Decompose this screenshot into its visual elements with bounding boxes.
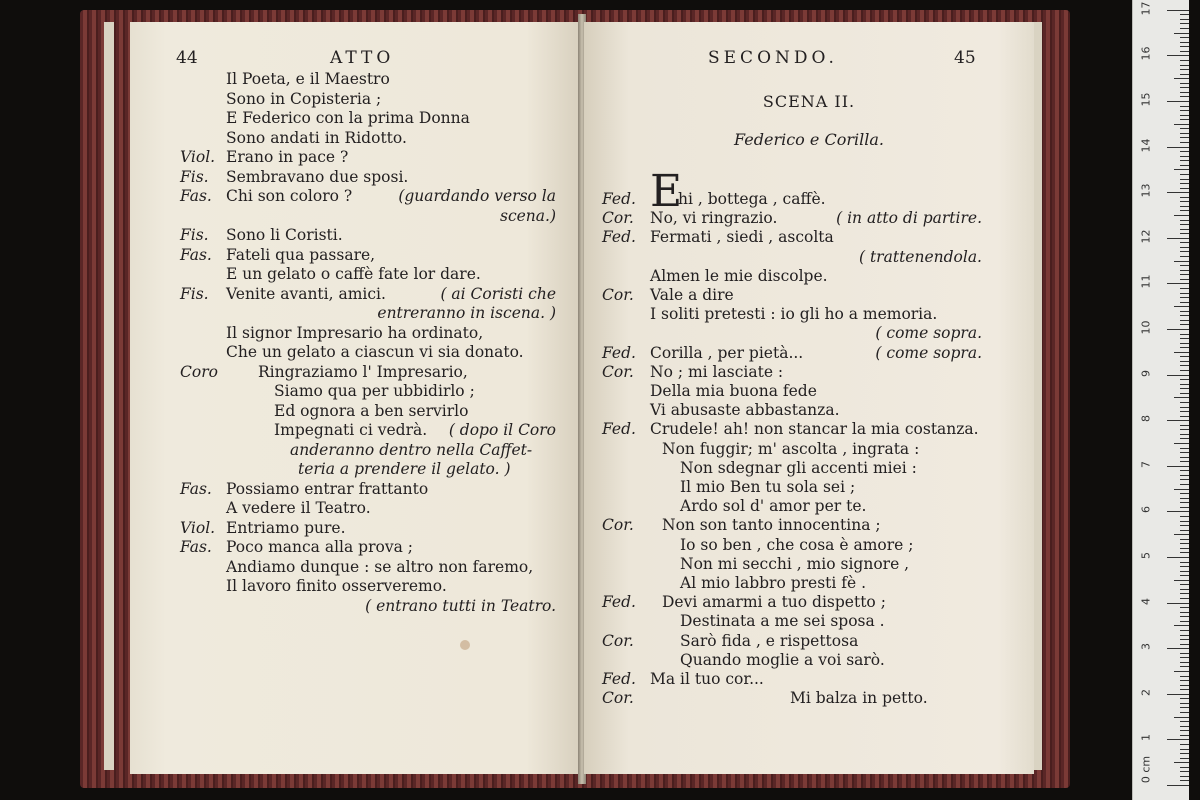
ruler-number: 6 (1139, 506, 1153, 514)
ruler-tick (1180, 653, 1189, 654)
ruler-number: 2 (1139, 688, 1153, 696)
right-page (584, 22, 1034, 774)
ruler-tick (1180, 726, 1189, 727)
stage-direction: ( in atto di partire. (836, 209, 982, 228)
speaker-label: Cor. (602, 689, 634, 708)
speaker-label: Fed. (602, 343, 636, 362)
ruler-tick (1180, 128, 1189, 129)
verse-line: Almen le mie discolpe. (650, 266, 828, 285)
ruler-number: 9 (1139, 369, 1153, 377)
ruler-tick (1180, 448, 1189, 449)
ruler-tick (1180, 621, 1189, 622)
ruler-tick (1180, 106, 1189, 107)
ruler-number: 5 (1139, 552, 1153, 559)
ruler-tick (1180, 210, 1189, 211)
stage-direction: ( trattenendola. (858, 247, 982, 266)
ruler-tick (1180, 14, 1189, 15)
ruler-tick (1180, 457, 1189, 458)
verse-line: Io so ben , che cosa è amore ; (680, 535, 914, 554)
verse-line: Non fuggir; m' ascolta , ingrata : (662, 439, 920, 458)
ruler-tick (1180, 525, 1189, 526)
speaker-label: Cor. (602, 631, 634, 650)
stage-direction: (guardando verso la (398, 187, 556, 205)
speaker-label: Cor. (602, 516, 634, 535)
stage-direction: entreranno in iscena. ) (377, 304, 556, 322)
ruler-tick (1180, 293, 1189, 294)
ruler-tick (1180, 438, 1189, 439)
verse-line: Erano in pace ? (226, 148, 349, 166)
ruler-tick (1174, 625, 1189, 626)
ruler-tick (1180, 384, 1189, 385)
ruler-tick (1180, 302, 1189, 303)
verse-line: Sarò fida , e rispettosa (680, 631, 859, 650)
ruler-tick (1180, 598, 1189, 599)
verse-line: Possiamo entrar frattanto (226, 479, 429, 498)
ruler-tick (1180, 543, 1189, 544)
ruler-tick (1180, 183, 1189, 184)
ruler-tick (1180, 179, 1189, 180)
ruler-tick (1180, 562, 1189, 563)
ruler-tick (1167, 648, 1189, 649)
measuring-ruler (1132, 0, 1189, 800)
ruler-tick (1180, 274, 1189, 275)
ruler-tick (1180, 521, 1189, 522)
stage-direction: scena.) (499, 206, 556, 225)
ruler-tick (1180, 256, 1189, 257)
ruler-tick (1180, 548, 1189, 549)
ruler-tick (1180, 356, 1189, 357)
ruler-tick (1180, 247, 1189, 248)
scene-persons: Federico e Corilla. (734, 130, 884, 149)
verse-line: Il signor Impresario ha ordinato, (226, 323, 484, 342)
ruler-tick (1180, 270, 1189, 271)
stage-direction: ( ai Coristi che (440, 284, 556, 303)
ruler-tick (1180, 616, 1189, 617)
ruler-tick (1180, 174, 1189, 175)
ruler-tick (1180, 220, 1189, 221)
speaker-label: Fis. (180, 226, 209, 244)
ruler-tick (1180, 689, 1189, 690)
stage-direction: teria a prendere il gelato. ) (298, 460, 511, 478)
ruler-tick (1180, 593, 1189, 594)
verse-line: E un gelato o caffè fate lor dare. (226, 265, 481, 283)
speaker-label: Viol. (180, 148, 216, 166)
ruler-tick (1180, 51, 1189, 52)
ruler-tick (1167, 329, 1189, 330)
ruler-tick (1180, 721, 1189, 722)
page-number-right: 45 (954, 48, 976, 68)
ruler-tick (1174, 352, 1189, 353)
ruler-number: 16 (1139, 46, 1153, 61)
ruler-tick (1180, 516, 1189, 517)
ruler-tick (1180, 251, 1189, 252)
speaker-label: Fed. (602, 190, 636, 208)
ruler-tick (1180, 607, 1189, 608)
verse-line: Non son tanto innocentina ; (662, 516, 881, 535)
ruler-tick (1174, 762, 1189, 763)
ruler-tick (1180, 703, 1189, 704)
ruler-number: 4 (1139, 597, 1153, 605)
verse-line: Entriamo pure. (226, 518, 346, 537)
ruler-tick (1180, 411, 1189, 412)
verse-line: Devi amarmi a tuo dispetto ; (662, 593, 886, 612)
verse-line: hi , bottega , caffè. (678, 190, 826, 208)
ruler-tick (1174, 215, 1189, 216)
verse-line: Il mio Ben tu sola sei ; (680, 478, 856, 496)
ruler-tick (1180, 320, 1189, 321)
ruler-tick (1167, 785, 1189, 786)
verse-line: Fermati , siedi , ascolta (650, 228, 834, 247)
scene-title: SCENA II. (762, 92, 856, 111)
ruler-tick (1174, 169, 1189, 170)
verse-line: Non mi secchi , mio signore , (680, 554, 910, 573)
ruler-tick (1180, 575, 1189, 576)
ruler-number: 7 (1139, 460, 1153, 468)
ruler-tick (1180, 429, 1189, 430)
ruler-tick (1180, 498, 1189, 499)
ruler-tick (1180, 201, 1189, 202)
ruler-tick (1180, 188, 1189, 189)
ruler-tick (1180, 206, 1189, 207)
ruler-tick (1180, 635, 1189, 636)
ruler-tick (1180, 507, 1189, 508)
ruler-number: 13 (1139, 183, 1153, 198)
verse-line: Ardo sol d' amor per te. (680, 497, 867, 516)
ruler-tick (1180, 771, 1189, 772)
running-head-right: SECONDO. (708, 48, 838, 68)
ruler-tick (1180, 42, 1189, 43)
ruler-tick (1180, 584, 1189, 585)
ruler-tick (1180, 571, 1189, 572)
ruler-tick (1180, 470, 1189, 471)
paper-stain (460, 640, 470, 650)
ruler-tick (1180, 315, 1189, 316)
ruler-tick (1180, 676, 1189, 677)
ruler-tick (1180, 347, 1189, 348)
verse-line: Ringraziamo l' Impresario, (258, 362, 468, 381)
speaker-label: Fas. (180, 479, 212, 498)
ruler-tick (1167, 694, 1189, 695)
ruler-tick (1180, 479, 1189, 480)
running-head-left: ATTO (330, 48, 395, 68)
verse-line: No ; mi lasciate : (650, 362, 784, 381)
ruler-tick (1180, 393, 1189, 394)
verse-line: Non sdegnar gli accenti miei : (680, 458, 917, 477)
verse-line: Crudele! ah! non stancar la mia costanza. (650, 420, 979, 439)
ruler-tick (1180, 707, 1189, 708)
verse-line: A vedere il Teatro. (226, 499, 371, 517)
verse-line: Mi balza in petto. (790, 689, 928, 708)
ruler-tick (1174, 534, 1189, 535)
speaker-label: Fed. (602, 420, 636, 439)
ruler-tick (1174, 397, 1189, 398)
speaker-label: Fed. (602, 593, 636, 612)
ruler-tick (1174, 306, 1189, 307)
ruler-tick (1180, 539, 1189, 540)
ruler-tick (1180, 37, 1189, 38)
ruler-tick (1174, 671, 1189, 672)
verse-line: Sono li Coristi. (226, 226, 343, 244)
ruler-number: 12 (1139, 229, 1153, 244)
ruler-tick (1167, 466, 1189, 467)
ruler-tick (1180, 452, 1189, 453)
speaker-label: Fed. (602, 670, 636, 688)
ruler-tick (1180, 698, 1189, 699)
ruler-tick (1180, 338, 1189, 339)
speaker-label: Cor. (602, 362, 634, 381)
ruler-tick (1180, 343, 1189, 344)
speaker-label: Viol. (180, 518, 216, 537)
ruler-tick (1180, 19, 1189, 20)
ruler-tick (1174, 443, 1189, 444)
ruler-tick (1180, 119, 1189, 120)
verse-line: Della mia buona fede (650, 382, 817, 400)
ruler-tick (1180, 28, 1189, 29)
verse-line: Fateli qua passare, (226, 245, 376, 264)
speaker-label: Fas. (180, 538, 212, 556)
ruler-tick (1180, 23, 1189, 24)
verse-line: I soliti pretesti : io gli ho a memoria. (650, 305, 938, 324)
ruler-tick (1180, 475, 1189, 476)
verse-line: Che un gelato a ciascun vi sia donato. (226, 343, 524, 361)
verse-line: Sono in Copisteria ; (226, 89, 382, 108)
ruler-tick (1180, 630, 1189, 631)
stage-direction: ( come sopra. (875, 324, 982, 343)
ruler-tick (1174, 78, 1189, 79)
verse-line: Quando moglie a voi sarò. (680, 650, 885, 669)
ruler-tick (1180, 666, 1189, 667)
ruler-tick (1174, 33, 1189, 34)
ruler-tick (1167, 55, 1189, 56)
ruler-tick (1167, 147, 1189, 148)
verse-line: Poco manca alla prova ; (226, 538, 413, 556)
ruler-tick (1180, 552, 1189, 553)
verse-line: Corilla , per pietà... (650, 343, 804, 362)
ruler-tick (1180, 758, 1189, 759)
ruler-number: 10 (1139, 320, 1153, 335)
ruler-tick (1180, 334, 1189, 335)
ruler-tick (1180, 297, 1189, 298)
ruler-tick (1180, 434, 1189, 435)
ruler-tick (1180, 46, 1189, 47)
ruler-tick (1180, 151, 1189, 152)
ruler-tick (1180, 65, 1189, 66)
ruler-tick (1180, 92, 1189, 93)
speaker-label: Cor. (602, 286, 634, 304)
ruler-number: 11 (1139, 274, 1153, 289)
speaker-label: Cor. (602, 209, 634, 228)
drop-cap: E (650, 166, 683, 217)
ruler-tick (1180, 502, 1189, 503)
ruler-tick (1180, 279, 1189, 280)
ruler-tick (1180, 365, 1189, 366)
verse-line: Destinata a me sei sposa . (680, 612, 885, 631)
ruler-tick (1180, 388, 1189, 389)
verse-line: Sono andati in Ridotto. (226, 128, 407, 147)
ruler-tick (1180, 530, 1189, 531)
ruler-tick (1180, 165, 1189, 166)
verse-line: No, vi ringrazio. (650, 209, 778, 228)
ruler-tick (1180, 612, 1189, 613)
ruler-tick (1180, 361, 1189, 362)
verse-line: Il lavoro finito osserveremo. (226, 577, 447, 595)
verse-line: Venite avanti, amici. (226, 284, 386, 303)
ruler-tick (1180, 780, 1189, 781)
verse-line: Andiamo dunque : se altro non faremo, (226, 557, 534, 576)
ruler-tick (1174, 489, 1189, 490)
stage-direction: ( dopo il Coro (448, 421, 556, 439)
ruler-number: 3 (1139, 643, 1153, 651)
ruler-tick (1174, 717, 1189, 718)
ruler-tick (1167, 603, 1189, 604)
ruler-tick (1180, 83, 1189, 84)
verse-line: Vale a dire (650, 286, 734, 304)
ruler-tick (1180, 224, 1189, 225)
ruler-tick (1180, 60, 1189, 61)
ruler-tick (1180, 767, 1189, 768)
ruler-tick (1167, 375, 1189, 376)
ruler-tick (1180, 730, 1189, 731)
ruler-tick (1180, 87, 1189, 88)
ruler-tick (1180, 115, 1189, 116)
verse-line: Vi abusaste abbastanza. (650, 401, 840, 420)
ruler-tick (1180, 735, 1189, 736)
verse-line: Sembravano due sposi. (226, 167, 409, 186)
ruler-tick (1180, 407, 1189, 408)
ruler-tick (1180, 142, 1189, 143)
ruler-tick (1167, 101, 1189, 102)
ruler-tick (1167, 10, 1189, 11)
ruler-tick (1180, 749, 1189, 750)
ruler-number: 0 cm (1139, 755, 1153, 784)
ruler-tick (1180, 402, 1189, 403)
stage-direction: anderanno dentro nella Caffet- (290, 440, 533, 459)
speaker-label: Coro (180, 362, 218, 381)
ruler-tick (1180, 197, 1189, 198)
speaker-label: Fis. (180, 284, 209, 303)
left-page-edges (104, 22, 114, 770)
ruler-tick (1180, 69, 1189, 70)
ruler-tick (1180, 156, 1189, 157)
ruler-tick (1180, 265, 1189, 266)
ruler-tick (1180, 370, 1189, 371)
ruler-tick (1167, 238, 1189, 239)
ruler-tick (1180, 311, 1189, 312)
ruler-tick (1180, 160, 1189, 161)
ruler-tick (1180, 96, 1189, 97)
left-page (130, 22, 580, 774)
ruler-tick (1167, 283, 1189, 284)
ruler-number: 14 (1139, 138, 1153, 153)
verse-line: Il Poeta, e il Maestro (226, 70, 390, 88)
ruler-tick (1180, 288, 1189, 289)
verse-line: Al mio labbro presti fè . (680, 574, 867, 592)
ruler-tick (1180, 242, 1189, 243)
speaker-label: Fas. (180, 187, 212, 205)
ruler-tick (1180, 680, 1189, 681)
ruler-tick (1180, 566, 1189, 567)
ruler-tick (1167, 511, 1189, 512)
ruler-tick (1180, 662, 1189, 663)
ruler-tick (1180, 639, 1189, 640)
ruler-tick (1180, 416, 1189, 417)
ruler-tick (1180, 657, 1189, 658)
verse-line: Ed ognora a ben servirlo (274, 401, 469, 420)
ruler-number: 1 (1139, 734, 1153, 742)
ruler-tick (1174, 261, 1189, 262)
speaker-label: Fed. (602, 228, 636, 247)
ruler-number: 8 (1139, 415, 1153, 423)
verse-line: Siamo qua per ubbidirlo ; (274, 382, 475, 400)
ruler-tick (1180, 712, 1189, 713)
ruler-tick (1180, 324, 1189, 325)
ruler-tick (1180, 133, 1189, 134)
ruler-tick (1180, 484, 1189, 485)
stage-direction: ( come sopra. (875, 343, 982, 362)
verse-line: Ma il tuo cor... (650, 670, 764, 688)
ruler-tick (1180, 137, 1189, 138)
ruler-tick (1174, 580, 1189, 581)
ruler-tick (1167, 420, 1189, 421)
ruler-tick (1180, 589, 1189, 590)
ruler-tick (1180, 233, 1189, 234)
speaker-label: Fas. (180, 245, 212, 264)
ruler-tick (1180, 461, 1189, 462)
ruler-tick (1167, 192, 1189, 193)
ruler-tick (1180, 644, 1189, 645)
ruler-tick (1180, 685, 1189, 686)
ruler-tick (1167, 739, 1189, 740)
ruler-tick (1180, 229, 1189, 230)
ruler-tick (1180, 493, 1189, 494)
ruler-tick (1167, 557, 1189, 558)
verse-line: Chi son coloro ? (226, 187, 353, 205)
ruler-tick (1180, 110, 1189, 111)
ruler-tick (1174, 124, 1189, 125)
ruler-tick (1180, 776, 1189, 777)
ruler-tick (1180, 425, 1189, 426)
ruler-number: 17 (1139, 1, 1153, 16)
page-number-left: 44 (176, 48, 198, 68)
ruler-tick (1180, 753, 1189, 754)
speaker-label: Fis. (180, 167, 209, 186)
ruler-tick (1180, 74, 1189, 75)
verse-line: Impegnati ci vedrà. (274, 421, 428, 439)
verse-line: E Federico con la prima Donna (226, 109, 470, 127)
ruler-tick (1180, 379, 1189, 380)
ruler-number: 15 (1139, 92, 1153, 107)
ruler-tick (1180, 744, 1189, 745)
stage-direction: ( entrano tutti in Teatro. (365, 596, 556, 615)
